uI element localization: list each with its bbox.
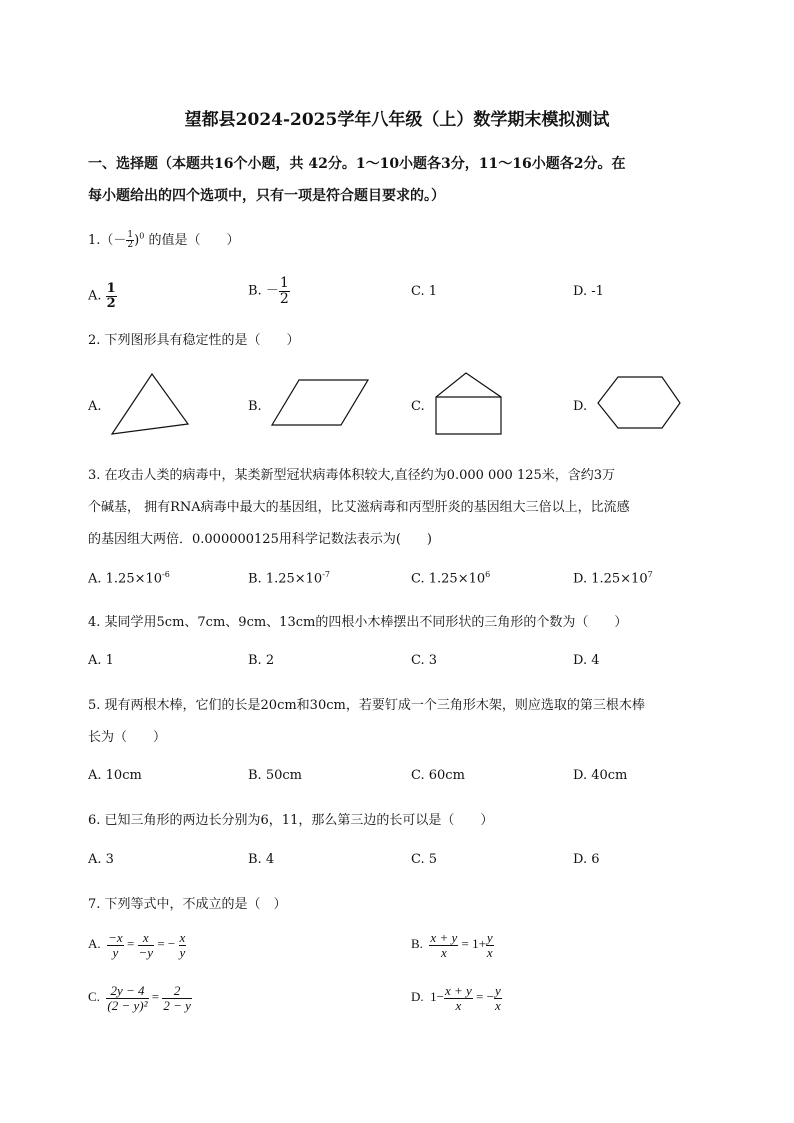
q3-d-exp: 7 — [647, 570, 653, 579]
q7-d-frac2-num: y — [494, 983, 501, 998]
q7-d-eq: = − — [476, 989, 494, 1005]
q7-a-frac1-den: y — [112, 944, 119, 960]
q7-option-b[interactable] — [411, 931, 494, 959]
q4-option-a[interactable]: A. 1 — [88, 653, 114, 668]
page-title: 望都县2024-2025学年八年级（上）数学期末模拟测试 — [184, 110, 610, 130]
q7-b-frac1-den: x — [440, 944, 447, 960]
q7-a-frac2 — [138, 931, 155, 959]
q7-b-eq: = 1+ — [461, 936, 486, 952]
q5-option-a[interactable]: A. 10cm — [88, 768, 142, 783]
q6-option-d[interactable]: D. 6 — [573, 852, 600, 867]
q7-a-frac1-num: −x — [108, 930, 123, 945]
q1-prefix: 1.（ — [88, 233, 114, 248]
question-1-stem: 1.（－ $\frac{1}{2}$ )$^0$ 的值是（ ） — [88, 229, 240, 250]
q7-a-eq2: = − — [157, 936, 176, 952]
q5-option-c[interactable]: C. 60cm — [411, 768, 465, 783]
question-3-line1: 3. 在攻击人类的病毒中，某类新型冠状病毒体积较大,直径约为0.000 000 125米，含约3万 — [88, 468, 616, 483]
question-4-stem: 4. 某同学用5cm、7cm、9cm、13cm的四根小木棒摆出不同形状的三角形的个数为（ ） — [88, 615, 628, 630]
q7-option-c[interactable] — [88, 984, 192, 1012]
q7-option-d[interactable] — [411, 984, 502, 1012]
question-6-stem: 6. 已知三角形的两边长分别为6，11，那么第三边的长可以是（ ） — [88, 813, 494, 828]
q5-option-b[interactable]: B. 50cm — [248, 768, 302, 783]
q1-b-den: 2 — [279, 290, 289, 307]
q7-b-frac1 — [429, 931, 458, 959]
q7-a-frac3-den: y — [179, 944, 186, 960]
q3-c-base: C. 1.25×10 — [411, 571, 486, 587]
q4-option-b[interactable]: B. 2 — [248, 653, 275, 668]
q7-c-frac2 — [162, 984, 192, 1012]
q4-option-c[interactable]: C. 3 — [411, 653, 438, 668]
q7-a-frac3-num: x — [179, 930, 186, 945]
q7-b-frac2-num: y — [486, 930, 493, 945]
q6-option-b[interactable]: B. 4 — [248, 852, 275, 867]
q4-option-d[interactable]: D. 4 — [573, 653, 600, 668]
q1-frac-den: 2 — [127, 240, 134, 250]
q3-option-b[interactable] — [248, 570, 330, 586]
q1-b-label: B. — [248, 283, 262, 299]
q7-d-frac1-den: x — [455, 997, 462, 1013]
q1-a-label: A. — [88, 288, 102, 304]
section-heading-line1: 一、选择题（本题共16个小题，共 42分。1～10小题各3分，11～16小题各2分。在 — [88, 156, 626, 172]
q7-c-frac2-den: 2 − y — [163, 997, 191, 1013]
q7-c-frac1-num: 2y − 4 — [106, 984, 148, 999]
parallelogram-figure — [266, 375, 376, 431]
q1-exponent: 0 — [139, 231, 145, 241]
q1-option-b[interactable] — [248, 276, 290, 306]
question-7-stem: 7. 下列等式中，不成立的是（ ） — [88, 897, 287, 912]
q1-suffix: 的值是（ ） — [148, 233, 240, 248]
q1-minus: － — [113, 233, 127, 248]
q7-d-frac2-den: x — [494, 997, 501, 1013]
q7-d-label: D. — [411, 989, 424, 1005]
q7-d-frac2 — [494, 984, 502, 1012]
q1-b-num: 1 — [279, 275, 289, 291]
q7-option-a[interactable] — [88, 931, 186, 959]
q1-fraction — [126, 231, 134, 251]
triangle-figure — [105, 368, 195, 440]
q3-option-d[interactable] — [573, 570, 653, 586]
q3-b-base: B. 1.25×10 — [248, 571, 323, 587]
q3-option-c[interactable] — [411, 570, 490, 586]
q6-option-a[interactable]: A. 3 — [88, 852, 114, 867]
q7-d-frac1-num: x + y — [444, 983, 472, 998]
q3-d-base: D. 1.25×10 — [573, 571, 648, 587]
q1-b-fraction — [279, 276, 290, 306]
q1-option-a[interactable] — [88, 282, 117, 310]
question-3-line2: 个碱基， 拥有RNA病毒中最大的基因组，比艾滋病毒和丙型肝炎的基因组大三倍以上，比流感 — [88, 500, 630, 515]
q7-a-frac3 — [179, 931, 187, 959]
q7-c-frac1-den: (2 − y)² — [107, 997, 148, 1013]
q7-b-label: B. — [411, 936, 423, 952]
q2-option-a-label[interactable]: A. — [88, 399, 102, 414]
q1-option-c[interactable]: C. 1 — [411, 284, 438, 299]
q7-c-frac2-num: 2 — [162, 984, 192, 999]
q7-c-frac1 — [106, 984, 148, 1012]
q7-b-frac2-den: x — [486, 944, 493, 960]
q2-option-d-label[interactable]: D. — [573, 399, 588, 414]
question-3-line3: 的基因组大两倍．0.000000125用科学记数法表示为( ) — [88, 532, 432, 547]
q7-d-pre: 1− — [430, 989, 444, 1005]
q7-a-eq1: = — [126, 936, 135, 952]
q7-a-frac2-num: x — [138, 931, 155, 946]
q7-c-label: C. — [88, 989, 100, 1005]
question-2-stem: 2. 下列图形具有稳定性的是（ ） — [88, 333, 300, 348]
section-heading-line2: 每小题给出的四个选项中，只有一项是符合题目要求的。） — [88, 188, 445, 204]
q1-frac-num: 1 — [127, 229, 134, 240]
q3-b-exp: -7 — [322, 570, 330, 579]
house-shape-figure — [430, 369, 510, 437]
question-5-line1: 5. 现有两根木棒，它们的长是20cm和30cm，若要钉成一个三角形木架，则应选取的第三根木棒 — [88, 698, 645, 713]
q1-b-minus: － — [265, 283, 279, 299]
q7-a-label: A. — [88, 936, 101, 952]
q3-a-exp: -6 — [162, 570, 170, 579]
q3-a-base: A. 1.25×10 — [88, 571, 163, 587]
q1-option-d[interactable]: D. -1 — [573, 284, 604, 299]
q7-c-eq: = — [151, 989, 160, 1005]
q5-option-d[interactable]: D. 40cm — [573, 768, 628, 783]
hexagon-figure — [592, 372, 686, 434]
q7-a-frac1 — [107, 931, 124, 959]
q6-option-c[interactable]: C. 5 — [411, 852, 438, 867]
q3-c-exp: 6 — [485, 570, 491, 579]
question-5-line2: 长为（ ） — [88, 730, 167, 745]
q7-d-frac1 — [444, 984, 473, 1012]
q1-a-num: 1 — [106, 281, 116, 296]
q7-b-frac2 — [486, 931, 494, 959]
q2-option-c-label[interactable]: C. — [411, 399, 425, 414]
q3-option-a[interactable] — [88, 570, 170, 586]
q1-a-fraction — [106, 282, 117, 310]
q1-a-den: 2 — [106, 295, 116, 311]
q2-option-b-label[interactable]: B. — [248, 399, 262, 414]
q7-a-frac2-den: −y — [138, 944, 154, 960]
q7-b-frac1-num: x + y — [430, 930, 458, 945]
